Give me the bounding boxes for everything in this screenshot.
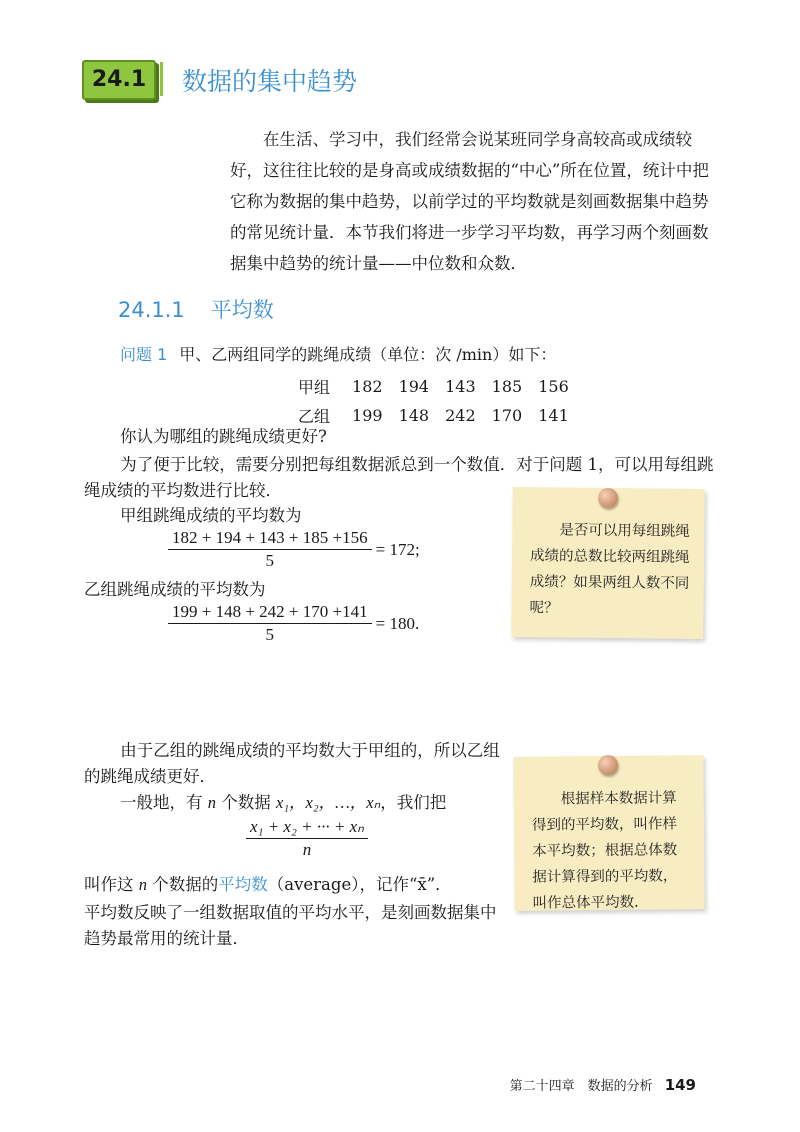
pushpin-icon xyxy=(598,755,618,775)
problem-1-statement xyxy=(120,344,556,366)
table-cell: 242 xyxy=(445,406,476,425)
table-cell: 156 xyxy=(538,377,569,396)
key-term-average: 平均数 xyxy=(218,875,268,894)
average-definition-line xyxy=(84,872,452,898)
section-number-badge: 24.1 xyxy=(82,60,156,100)
fraction xyxy=(168,528,372,571)
group-name: 甲组 xyxy=(298,378,331,397)
definition-text: 个数据 xyxy=(221,793,271,812)
problem-1-text: 甲、乙两组同学的跳绳成绩（单位：次 /min）如下： xyxy=(179,345,557,364)
fraction-denominator: 5 xyxy=(265,551,275,570)
page-number: 149 xyxy=(664,1076,696,1094)
table-cell: 141 xyxy=(538,406,569,425)
definition-text: 个数据的 xyxy=(152,875,219,894)
fraction-numerator: 182 + 194 + 143 + 185 +156 xyxy=(168,528,372,550)
sticky-note-sample-population xyxy=(513,755,704,911)
fraction xyxy=(246,817,368,860)
table-row xyxy=(290,401,577,430)
conclusion-paragraph: 由于乙组的跳绳成绩的平均数大于甲组的，所以乙组的跳绳成绩更好． xyxy=(84,741,500,786)
definition-text: ，我们把 xyxy=(380,793,447,812)
table-cell: 143 xyxy=(445,377,476,396)
comparison-paragraph: 为了便于比较，需要分别把每组数据派总到一个数值．对于问题 1，可以用每组跳绳成绩的平均数进行比较． xyxy=(84,455,714,500)
fraction xyxy=(168,602,372,645)
jump-rope-data-table xyxy=(290,372,577,430)
definition-text: 叫作这 xyxy=(84,875,134,894)
sticky-note-text: 是否可以用每组跳绳成绩的总数比较两组跳绳成绩？如果两组人数不同呢？ xyxy=(529,522,690,617)
table-cell: 170 xyxy=(491,406,523,425)
average-meaning-paragraph: 平均数反映了一组数据取值的平均水平，是刻画数据集中趋势最常用的统计量． xyxy=(84,903,497,948)
variable-n: n xyxy=(138,875,147,894)
table-cell: 182 xyxy=(352,377,383,396)
mean-general-formula xyxy=(246,817,368,860)
fraction-denominator: 5 xyxy=(265,625,275,644)
definition-text: （average），记作“x̄”． xyxy=(267,875,452,894)
group-b-average-label: 乙组跳绳成绩的平均数为 xyxy=(84,580,266,599)
table-cell: 194 xyxy=(398,377,430,396)
variables-list: x₁，x₂，…，xₙ xyxy=(276,793,381,812)
page-footer xyxy=(510,1075,696,1094)
intro-paragraph: 在生活、学习中，我们经常会说某班同学身高较高或成绩较好，这往往比较的是身高或成绩数据的“中心”所在位置，统计中把它称为数据的集中趋势，以前学过的平均数就是刻画数据集中趋势的常见统计量．本节我们将进一步学习平均数，再学习两个刻画数据集中趋势的统计量——中位数和众数． xyxy=(230,130,709,273)
variable-n: n xyxy=(207,793,216,812)
group-a-average-formula xyxy=(168,528,420,571)
fraction-numerator: 199 + 148 + 242 + 170 +141 xyxy=(168,602,372,624)
table-cell: 185 xyxy=(491,377,523,396)
definition-text: 一般地，有 xyxy=(120,793,203,812)
fraction-numerator: x₁ + x₂ + ··· + xₙ xyxy=(246,817,368,839)
chapter-label: 第二十四章 数据的分析 xyxy=(509,1079,653,1094)
problem-1-question: 你认为哪组的跳绳成绩更好? xyxy=(120,427,327,446)
group-name: 乙组 xyxy=(298,407,331,426)
table-row xyxy=(290,372,577,401)
formula-result: = 180. xyxy=(375,613,420,633)
section-divider xyxy=(160,62,163,96)
formula-result: = 172; xyxy=(375,539,420,559)
problem-1-label: 问题 1 xyxy=(120,345,168,364)
table-cell: 148 xyxy=(398,406,430,425)
fraction-denominator: n xyxy=(302,840,312,859)
sticky-note-text: 根据样本数据计算得到的平均数，叫作样本平均数；根据总体数据计算得到的平均数，叫作总体平均数． xyxy=(531,790,678,912)
general-definition-line xyxy=(120,790,446,816)
subsection-title: 平均数 xyxy=(210,298,274,322)
subsection-heading xyxy=(118,294,274,324)
group-b-average-formula xyxy=(168,602,419,645)
section-title: 数据的集中趋势 xyxy=(182,67,358,96)
group-a-average-label: 甲组跳绳成绩的平均数为 xyxy=(120,506,302,525)
subsection-number: 24.1.1 xyxy=(118,298,185,322)
sticky-note-total-comparison xyxy=(511,487,705,639)
table-cell: 199 xyxy=(352,406,383,425)
pushpin-icon xyxy=(598,488,618,508)
